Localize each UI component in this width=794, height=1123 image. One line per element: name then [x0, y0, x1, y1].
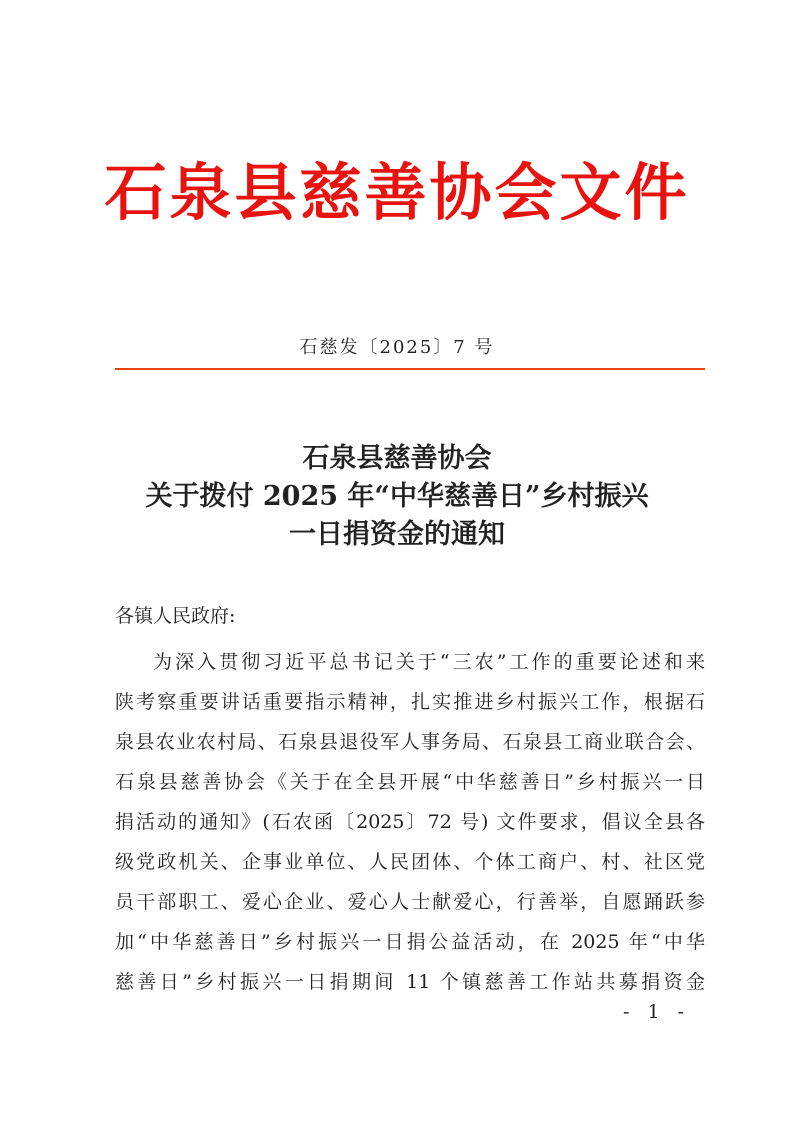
body-line: 捐活动的通知》(石农函〔2025〕72 号) 文件要求，倡议全县各 — [115, 811, 705, 833]
title-line: 关于拨付 2025 年“中华慈善日”乡村振兴 — [145, 481, 649, 512]
body-paragraph — [115, 642, 705, 1002]
body-line: 为深入贯彻习近平总书记关于“三农”工作的重要论述和来 — [153, 651, 705, 673]
title-line: 一日捐资金的通知 — [289, 519, 505, 550]
salutation: 各镇人民政府: — [115, 605, 236, 627]
body-line: 加“中华慈善日”乡村振兴一日捐公益活动，在 2025 年“中华 — [115, 931, 705, 953]
body-line: 石泉县慈善协会《关于在全县开展“中华慈善日”乡村振兴一日 — [115, 771, 705, 793]
body-line: 陕考察重要讲话重要指示精神，扎实推进乡村振兴工作，根据石 — [115, 691, 705, 713]
body-line: 慈善日”乡村振兴一日捐期间 11 个镇慈善工作站共募捐资金 — [115, 971, 705, 993]
organization-header: 石泉县慈善协会文件 — [104, 156, 690, 229]
page-number: - 1 - — [622, 1001, 690, 1023]
body-line: 泉县农业农村局、石泉县退役军人事务局、石泉县工商业联合会、 — [115, 731, 705, 753]
title-line: 石泉县慈善协会 — [302, 443, 492, 474]
header-divider — [115, 368, 705, 370]
body-line: 员干部职工、爱心企业、爱心人士献爱心，行善举，自愿踊跃参 — [115, 891, 705, 913]
body-line: 级党政机关、企事业单位、人民团体、个体工商户、村、社区党 — [115, 851, 705, 873]
document-number: 石慈发〔2025〕7 号 — [299, 337, 495, 358]
document-title — [0, 440, 794, 554]
